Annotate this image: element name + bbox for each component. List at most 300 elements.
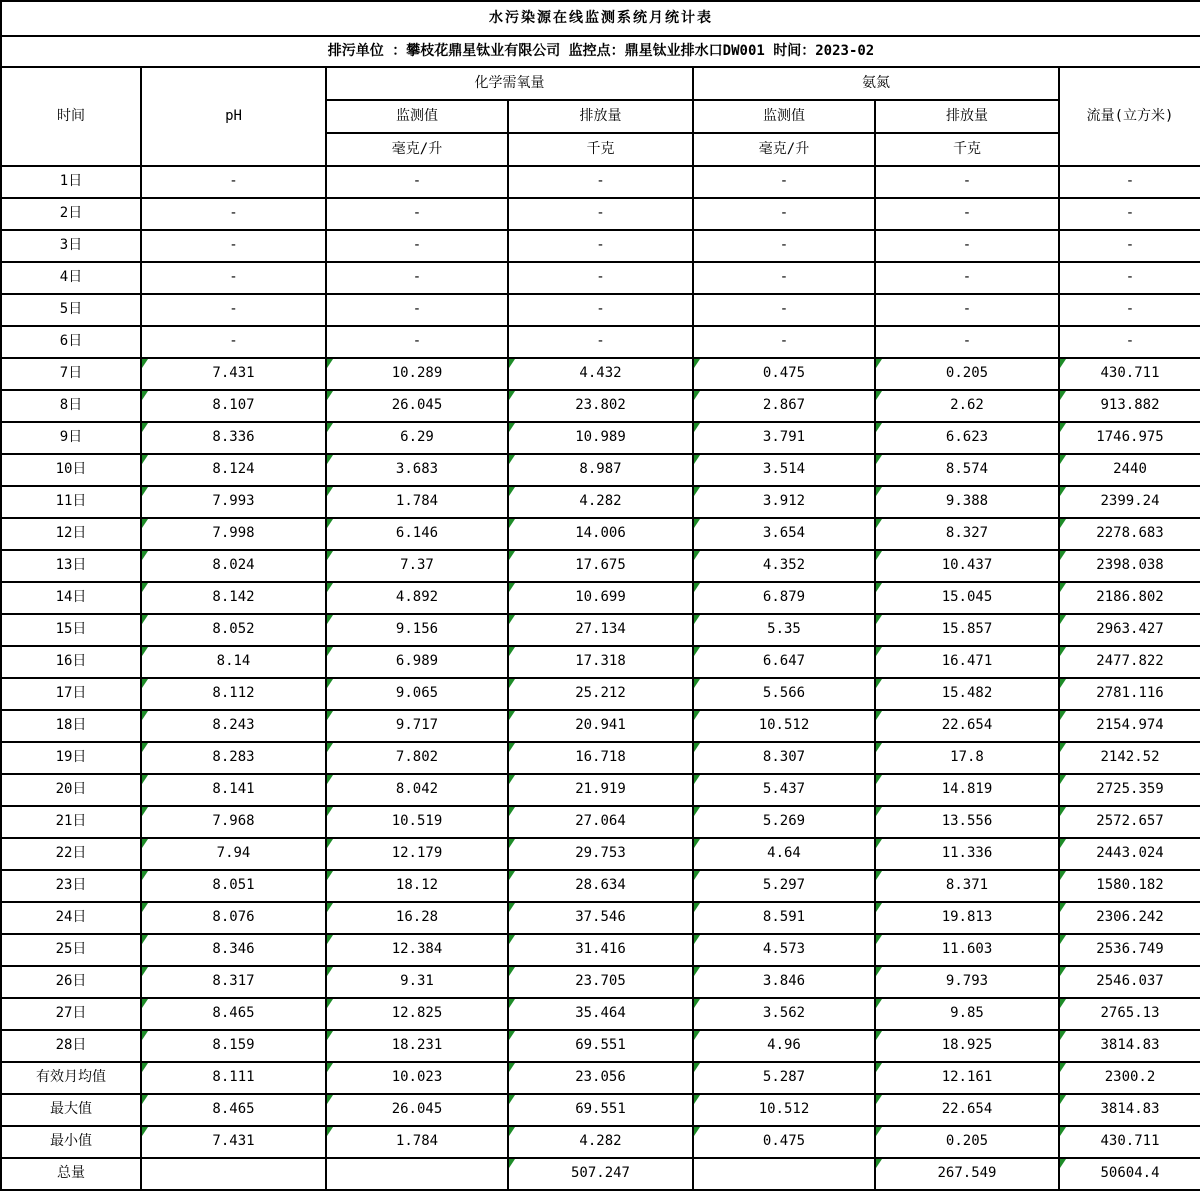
data-cell bbox=[508, 230, 693, 262]
data-cell bbox=[508, 550, 693, 582]
table-row bbox=[1, 742, 1200, 774]
row-label: 1日 bbox=[1, 166, 141, 198]
row-label: 10日 bbox=[1, 454, 141, 486]
table-row bbox=[1, 934, 1200, 966]
col-header-ph: pH bbox=[141, 67, 326, 166]
cell-corner-mark-icon bbox=[694, 935, 700, 944]
data-cell bbox=[141, 390, 326, 422]
cell-corner-mark-icon bbox=[876, 999, 882, 1008]
data-cell bbox=[326, 326, 508, 358]
data-cell bbox=[693, 998, 875, 1030]
data-cell bbox=[508, 870, 693, 902]
cell-value: 267.549 bbox=[937, 1165, 997, 1182]
cell-value: 2.62 bbox=[950, 397, 984, 414]
cell-value: 4.96 bbox=[767, 1037, 801, 1054]
cell-corner-mark-icon bbox=[1060, 1031, 1066, 1040]
cell-value: 8.591 bbox=[762, 909, 806, 926]
data-cell bbox=[141, 1030, 326, 1062]
cell-corner-mark-icon bbox=[327, 807, 333, 816]
data-cell bbox=[326, 518, 508, 550]
data-cell bbox=[508, 166, 693, 198]
data-cell bbox=[326, 998, 508, 1030]
cell-corner-mark-icon bbox=[327, 935, 333, 944]
col-header-time: 时间 bbox=[1, 67, 141, 166]
data-cell bbox=[141, 358, 326, 390]
data-cell bbox=[693, 1126, 875, 1158]
cell-corner-mark-icon bbox=[142, 711, 148, 720]
data-cell bbox=[875, 838, 1059, 870]
cell-value: - bbox=[779, 269, 789, 286]
cell-corner-mark-icon bbox=[694, 359, 700, 368]
data-cell bbox=[508, 454, 693, 486]
row-label: 23日 bbox=[1, 870, 141, 902]
table-row bbox=[1, 326, 1200, 358]
cell-value: 2306.242 bbox=[1096, 909, 1164, 926]
data-cell bbox=[875, 1126, 1059, 1158]
table-row bbox=[1, 198, 1200, 230]
cell-value: - bbox=[962, 205, 972, 222]
data-cell bbox=[693, 390, 875, 422]
cell-corner-mark-icon bbox=[1060, 647, 1066, 656]
cell-value: - bbox=[412, 333, 422, 350]
data-cell bbox=[875, 742, 1059, 774]
data-cell bbox=[141, 582, 326, 614]
cell-value: 2963.427 bbox=[1096, 621, 1164, 638]
cell-corner-mark-icon bbox=[1060, 1063, 1066, 1072]
cell-value: 913.882 bbox=[1100, 397, 1160, 414]
cell-corner-mark-icon bbox=[327, 1031, 333, 1040]
cell-value: 6.989 bbox=[395, 653, 439, 670]
cell-corner-mark-icon bbox=[142, 487, 148, 496]
cell-value: 507.247 bbox=[570, 1165, 630, 1182]
cell-value: - bbox=[229, 269, 238, 286]
cell-corner-mark-icon bbox=[694, 1063, 700, 1072]
row-label: 22日 bbox=[1, 838, 141, 870]
cell-value: 10.289 bbox=[391, 365, 443, 382]
cell-value: 8.283 bbox=[212, 749, 255, 766]
cell-value: - bbox=[412, 237, 422, 254]
cell-corner-mark-icon bbox=[509, 487, 515, 496]
data-cell bbox=[693, 678, 875, 710]
cell-value: 11.603 bbox=[941, 941, 993, 958]
data-cell bbox=[141, 550, 326, 582]
data-cell bbox=[693, 806, 875, 838]
data-cell bbox=[141, 902, 326, 934]
cell-corner-mark-icon bbox=[142, 807, 148, 816]
cell-corner-mark-icon bbox=[694, 807, 700, 816]
cell-corner-mark-icon bbox=[1060, 1095, 1066, 1104]
cell-corner-mark-icon bbox=[876, 1159, 882, 1168]
data-cell bbox=[1059, 646, 1200, 678]
cell-value: 4.282 bbox=[579, 1133, 622, 1150]
cell-corner-mark-icon bbox=[509, 711, 515, 720]
cell-corner-mark-icon bbox=[142, 1127, 148, 1136]
cell-value: 2443.024 bbox=[1096, 845, 1164, 862]
row-label: 27日 bbox=[1, 998, 141, 1030]
cell-corner-mark-icon bbox=[876, 487, 882, 496]
cell-value: 1746.975 bbox=[1096, 429, 1164, 446]
data-cell bbox=[141, 742, 326, 774]
data-cell bbox=[141, 998, 326, 1030]
cell-corner-mark-icon bbox=[694, 1095, 700, 1104]
page-title: 水污染源在线监测系统月统计表 bbox=[1, 1, 1200, 36]
data-cell bbox=[1059, 1094, 1200, 1126]
data-cell bbox=[875, 166, 1059, 198]
data-cell bbox=[875, 774, 1059, 806]
cell-corner-mark-icon bbox=[327, 551, 333, 560]
cell-value: 8.111 bbox=[212, 1069, 255, 1086]
cell-value: 17.675 bbox=[575, 557, 626, 574]
data-cell bbox=[1059, 390, 1200, 422]
data-cell bbox=[693, 838, 875, 870]
data-cell bbox=[508, 262, 693, 294]
data-cell bbox=[326, 230, 508, 262]
cell-value: 20.941 bbox=[575, 717, 626, 734]
cell-value: 8.051 bbox=[212, 877, 255, 894]
col-unit-nh3-monitor: 毫克/升 bbox=[693, 133, 875, 166]
data-cell bbox=[875, 422, 1059, 454]
cell-corner-mark-icon bbox=[694, 871, 700, 880]
data-cell bbox=[141, 454, 326, 486]
cell-corner-mark-icon bbox=[142, 935, 148, 944]
cell-corner-mark-icon bbox=[876, 455, 882, 464]
cell-value: 8.574 bbox=[945, 461, 989, 478]
cell-value: - bbox=[596, 237, 605, 254]
table-row bbox=[1, 966, 1200, 998]
cell-corner-mark-icon bbox=[1060, 935, 1066, 944]
table-row bbox=[1, 998, 1200, 1030]
row-label: 26日 bbox=[1, 966, 141, 998]
data-cell bbox=[693, 454, 875, 486]
row-label: 11日 bbox=[1, 486, 141, 518]
cell-value: - bbox=[779, 205, 789, 222]
cell-corner-mark-icon bbox=[509, 775, 515, 784]
cell-corner-mark-icon bbox=[142, 455, 148, 464]
row-label: 25日 bbox=[1, 934, 141, 966]
cell-corner-mark-icon bbox=[509, 903, 515, 912]
cell-corner-mark-icon bbox=[327, 967, 333, 976]
data-cell bbox=[141, 678, 326, 710]
cell-corner-mark-icon bbox=[876, 935, 882, 944]
data-cell bbox=[508, 902, 693, 934]
cell-value: 2399.24 bbox=[1100, 493, 1160, 510]
cell-value: - bbox=[962, 237, 972, 254]
data-cell bbox=[326, 582, 508, 614]
data-cell bbox=[875, 326, 1059, 358]
cell-value: 0.475 bbox=[762, 1133, 806, 1150]
cell-value: 3.912 bbox=[762, 493, 806, 510]
cell-value: 7.37 bbox=[400, 557, 434, 574]
data-cell bbox=[326, 198, 508, 230]
data-cell bbox=[326, 646, 508, 678]
data-cell bbox=[1059, 486, 1200, 518]
cell-value: 7.431 bbox=[212, 1133, 255, 1150]
data-cell bbox=[693, 550, 875, 582]
row-label: 24日 bbox=[1, 902, 141, 934]
data-cell bbox=[875, 230, 1059, 262]
cell-value: 27.134 bbox=[575, 621, 626, 638]
cell-value: 6.879 bbox=[762, 589, 806, 606]
data-cell bbox=[693, 966, 875, 998]
table-row bbox=[1, 614, 1200, 646]
cell-value: 25.212 bbox=[575, 685, 626, 702]
cell-corner-mark-icon bbox=[1060, 615, 1066, 624]
cell-corner-mark-icon bbox=[1060, 967, 1066, 976]
cell-corner-mark-icon bbox=[142, 583, 148, 592]
data-cell bbox=[326, 1030, 508, 1062]
cell-corner-mark-icon bbox=[876, 903, 882, 912]
data-cell bbox=[1059, 1126, 1200, 1158]
cell-value: 4.432 bbox=[579, 365, 622, 382]
cell-corner-mark-icon bbox=[876, 807, 882, 816]
cell-value: 14.819 bbox=[941, 781, 993, 798]
cell-corner-mark-icon bbox=[509, 391, 515, 400]
data-cell bbox=[326, 614, 508, 646]
data-cell bbox=[141, 166, 326, 198]
cell-corner-mark-icon bbox=[142, 1095, 148, 1104]
cell-value: 5.297 bbox=[762, 877, 806, 894]
table-row bbox=[1, 1030, 1200, 1062]
data-cell bbox=[693, 294, 875, 326]
data-cell bbox=[141, 934, 326, 966]
cell-value: 3.654 bbox=[762, 525, 806, 542]
data-cell bbox=[1059, 326, 1200, 358]
data-cell bbox=[1059, 838, 1200, 870]
data-cell bbox=[875, 806, 1059, 838]
cell-value: - bbox=[1125, 269, 1135, 286]
data-cell bbox=[508, 390, 693, 422]
cell-corner-mark-icon bbox=[327, 839, 333, 848]
row-label: 16日 bbox=[1, 646, 141, 678]
cell-value: 3.791 bbox=[762, 429, 806, 446]
cell-value: 9.156 bbox=[395, 621, 439, 638]
data-cell bbox=[693, 774, 875, 806]
cell-corner-mark-icon bbox=[509, 1159, 515, 1168]
data-cell bbox=[1059, 358, 1200, 390]
cell-value: 8.465 bbox=[212, 1101, 255, 1118]
data-cell bbox=[693, 582, 875, 614]
cell-corner-mark-icon bbox=[1060, 839, 1066, 848]
cell-value: 5.566 bbox=[762, 685, 806, 702]
cell-corner-mark-icon bbox=[327, 1095, 333, 1104]
cell-corner-mark-icon bbox=[876, 423, 882, 432]
data-cell bbox=[141, 262, 326, 294]
cell-value: 2546.037 bbox=[1096, 973, 1164, 990]
data-cell bbox=[508, 646, 693, 678]
cell-corner-mark-icon bbox=[327, 903, 333, 912]
cell-corner-mark-icon bbox=[509, 583, 515, 592]
data-cell bbox=[1059, 550, 1200, 582]
row-label: 17日 bbox=[1, 678, 141, 710]
data-cell bbox=[693, 1158, 875, 1190]
data-cell bbox=[875, 934, 1059, 966]
table-row bbox=[1, 1062, 1200, 1094]
col-unit-cod-monitor: 毫克/升 bbox=[326, 133, 508, 166]
cell-corner-mark-icon bbox=[1060, 1159, 1066, 1168]
data-cell bbox=[875, 870, 1059, 902]
data-cell bbox=[693, 742, 875, 774]
cell-corner-mark-icon bbox=[327, 487, 333, 496]
cell-value: 16.28 bbox=[395, 909, 439, 926]
cell-corner-mark-icon bbox=[1060, 903, 1066, 912]
data-cell bbox=[326, 966, 508, 998]
cell-value: 6.623 bbox=[945, 429, 989, 446]
cell-value: 8.327 bbox=[945, 525, 989, 542]
cell-corner-mark-icon bbox=[142, 903, 148, 912]
cell-value: 8.465 bbox=[212, 1005, 255, 1022]
cell-corner-mark-icon bbox=[694, 775, 700, 784]
data-cell bbox=[1059, 614, 1200, 646]
table-row bbox=[1, 422, 1200, 454]
cell-value: 18.925 bbox=[941, 1037, 993, 1054]
cell-corner-mark-icon bbox=[1060, 679, 1066, 688]
cell-corner-mark-icon bbox=[327, 423, 333, 432]
data-cell bbox=[508, 838, 693, 870]
cell-corner-mark-icon bbox=[876, 1127, 882, 1136]
cell-corner-mark-icon bbox=[694, 551, 700, 560]
cell-value: 2154.974 bbox=[1096, 717, 1164, 734]
cell-value: - bbox=[779, 237, 789, 254]
cell-value: 430.711 bbox=[1100, 1133, 1160, 1150]
cell-corner-mark-icon bbox=[876, 679, 882, 688]
cell-value: 5.437 bbox=[762, 781, 806, 798]
cell-value: 10.512 bbox=[758, 717, 810, 734]
data-cell bbox=[508, 486, 693, 518]
cell-value: 9.31 bbox=[400, 973, 434, 990]
data-cell bbox=[693, 1062, 875, 1094]
data-cell bbox=[326, 902, 508, 934]
cell-corner-mark-icon bbox=[327, 679, 333, 688]
row-label: 14日 bbox=[1, 582, 141, 614]
data-cell bbox=[508, 966, 693, 998]
data-cell bbox=[508, 1158, 693, 1190]
col-header-cod-discharge: 排放量 bbox=[508, 100, 693, 133]
cell-corner-mark-icon bbox=[1060, 391, 1066, 400]
data-cell bbox=[141, 774, 326, 806]
cell-value: - bbox=[1125, 333, 1135, 350]
cell-value: 8.141 bbox=[212, 781, 255, 798]
data-cell bbox=[1059, 198, 1200, 230]
data-cell bbox=[875, 550, 1059, 582]
cell-value: 9.388 bbox=[945, 493, 989, 510]
data-cell bbox=[141, 966, 326, 998]
cell-value: - bbox=[412, 205, 422, 222]
cell-corner-mark-icon bbox=[509, 935, 515, 944]
cell-value: 31.416 bbox=[575, 941, 626, 958]
data-cell bbox=[875, 902, 1059, 934]
cell-value: 19.813 bbox=[941, 909, 993, 926]
row-label: 6日 bbox=[1, 326, 141, 358]
cell-value: 22.654 bbox=[941, 1101, 993, 1118]
data-cell bbox=[875, 518, 1059, 550]
cell-corner-mark-icon bbox=[509, 423, 515, 432]
data-cell bbox=[693, 934, 875, 966]
cell-value: 2278.683 bbox=[1096, 525, 1164, 542]
cell-value: - bbox=[229, 237, 238, 254]
table-row bbox=[1, 774, 1200, 806]
row-label: 5日 bbox=[1, 294, 141, 326]
cell-corner-mark-icon bbox=[876, 615, 882, 624]
cell-corner-mark-icon bbox=[509, 743, 515, 752]
cell-value: 21.919 bbox=[575, 781, 626, 798]
data-cell bbox=[141, 1158, 326, 1190]
cell-corner-mark-icon bbox=[694, 615, 700, 624]
cell-corner-mark-icon bbox=[876, 519, 882, 528]
cell-value: 4.892 bbox=[395, 589, 439, 606]
cell-corner-mark-icon bbox=[694, 1127, 700, 1136]
cell-value: 23.056 bbox=[575, 1069, 626, 1086]
cell-value: 3.514 bbox=[762, 461, 806, 478]
cell-value: 0.475 bbox=[762, 365, 806, 382]
cell-value: 7.802 bbox=[395, 749, 439, 766]
cell-corner-mark-icon bbox=[509, 455, 515, 464]
table-row bbox=[1, 454, 1200, 486]
row-label: 最大值 bbox=[1, 1094, 141, 1126]
subtitle-row bbox=[1, 36, 1200, 67]
cell-value: 6.29 bbox=[400, 429, 434, 446]
data-cell bbox=[875, 582, 1059, 614]
data-cell bbox=[508, 742, 693, 774]
cell-corner-mark-icon bbox=[142, 743, 148, 752]
data-cell bbox=[1059, 998, 1200, 1030]
cell-corner-mark-icon bbox=[694, 967, 700, 976]
cell-corner-mark-icon bbox=[1060, 359, 1066, 368]
data-cell bbox=[326, 774, 508, 806]
cell-value: 28.634 bbox=[575, 877, 626, 894]
data-cell bbox=[1059, 966, 1200, 998]
table-row bbox=[1, 294, 1200, 326]
data-cell bbox=[508, 582, 693, 614]
cell-corner-mark-icon bbox=[1060, 999, 1066, 1008]
cell-value: 3.846 bbox=[762, 973, 806, 990]
cell-value: 69.551 bbox=[575, 1037, 626, 1054]
data-cell bbox=[1059, 934, 1200, 966]
cell-value: - bbox=[596, 333, 605, 350]
data-cell bbox=[875, 198, 1059, 230]
data-cell bbox=[326, 1158, 508, 1190]
cell-value: 6.146 bbox=[395, 525, 439, 542]
cell-corner-mark-icon bbox=[509, 359, 515, 368]
data-cell bbox=[875, 678, 1059, 710]
cell-corner-mark-icon bbox=[509, 1127, 515, 1136]
row-label: 18日 bbox=[1, 710, 141, 742]
cell-value: 5.269 bbox=[762, 813, 806, 830]
cell-value: 8.107 bbox=[212, 397, 255, 414]
data-cell bbox=[1059, 294, 1200, 326]
cell-value: 3814.83 bbox=[1100, 1101, 1160, 1118]
data-cell bbox=[1059, 774, 1200, 806]
table-row bbox=[1, 550, 1200, 582]
cell-value: - bbox=[962, 301, 972, 318]
data-cell bbox=[326, 870, 508, 902]
data-cell bbox=[508, 678, 693, 710]
cell-value: 2536.749 bbox=[1096, 941, 1164, 958]
data-cell bbox=[141, 710, 326, 742]
cell-value: 9.717 bbox=[395, 717, 439, 734]
cell-value: 35.464 bbox=[575, 1005, 626, 1022]
cell-value: 8.052 bbox=[212, 621, 255, 638]
table-row bbox=[1, 166, 1200, 198]
cell-value: 14.006 bbox=[575, 525, 626, 542]
cell-value: 2765.13 bbox=[1100, 1005, 1160, 1022]
cell-corner-mark-icon bbox=[142, 999, 148, 1008]
cell-corner-mark-icon bbox=[142, 519, 148, 528]
cell-value: 7.998 bbox=[212, 525, 255, 542]
data-cell bbox=[875, 710, 1059, 742]
title-row bbox=[1, 1, 1200, 36]
col-unit-cod-discharge: 千克 bbox=[508, 133, 693, 166]
cell-corner-mark-icon bbox=[142, 615, 148, 624]
